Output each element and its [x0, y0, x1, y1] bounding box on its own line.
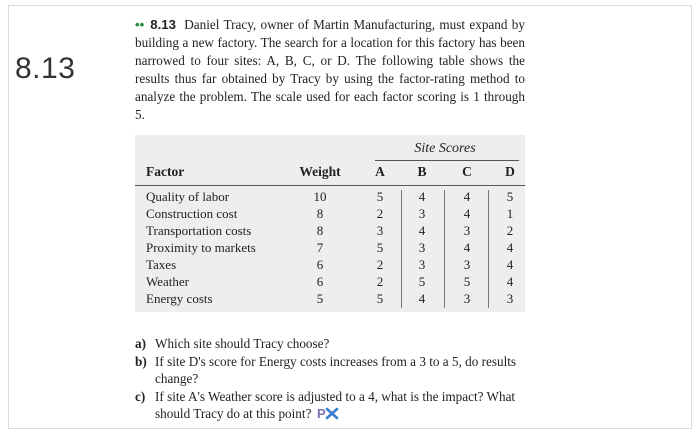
row-score-d: 1	[506, 206, 514, 221]
row-score-a: 2	[376, 274, 384, 289]
row-weight: 6	[316, 274, 324, 289]
row-score-c: 3	[463, 223, 471, 238]
question-text: Which site should Tracy choose?	[155, 336, 330, 351]
row-factor: Weather	[146, 274, 189, 289]
row-score-b: 3	[418, 257, 426, 272]
row-score-b: 3	[418, 240, 426, 255]
row-weight: 10	[313, 189, 327, 204]
table-row	[135, 188, 525, 205]
table-row	[135, 222, 525, 239]
problem-body: Daniel Tracy, owner of Martin Manufacturing, must expand by building a new factory. The search for a location for this factory has been narrowed to four sites: A, B, C, or D. The following table shows the results thus far obtained by Tracy by using the factor-rating method to analyze the problem. The scale used for each factor scoring is 1 through 5.	[135, 17, 525, 122]
problem-statement	[135, 16, 525, 124]
row-score-b: 3	[418, 206, 426, 221]
row-score-a: 5	[376, 291, 384, 306]
svg-text:P: P	[317, 405, 327, 420]
question-item	[135, 388, 530, 425]
question-letter: b)	[135, 353, 147, 369]
row-score-c: 4	[463, 206, 471, 221]
row-score-c: 4	[463, 189, 471, 204]
row-weight: 6	[316, 257, 324, 272]
row-score-a: 2	[376, 257, 384, 272]
row-score-d: 4	[506, 257, 514, 272]
row-score-d: 5	[506, 189, 514, 204]
site-scores-heading: Site Scores	[414, 141, 476, 156]
row-score-b: 5	[418, 274, 426, 289]
row-score-b: 4	[418, 291, 426, 306]
row-weight: 8	[316, 223, 324, 238]
row-score-a: 3	[376, 223, 384, 238]
problem-number: 8.13	[150, 17, 176, 32]
header-weight: Weight	[299, 164, 341, 179]
table-row	[135, 290, 525, 307]
question-letter: c)	[135, 388, 146, 404]
table-row	[135, 239, 525, 256]
row-score-c: 3	[463, 291, 471, 306]
row-score-d: 4	[506, 274, 514, 289]
row-factor: Energy costs	[146, 291, 213, 306]
question-text: If site A's Weather score is adjusted to a 4, what is the impact? What should Tracy do at this point?	[155, 388, 516, 421]
row-factor: Proximity to markets	[146, 240, 256, 255]
row-factor: Construction cost	[146, 206, 238, 221]
row-score-b: 4	[418, 189, 426, 204]
row-score-d: 4	[506, 240, 514, 255]
row-factor: Quality of labor	[146, 189, 230, 204]
row-score-c: 5	[463, 274, 471, 289]
table-row	[135, 256, 525, 273]
row-score-b: 4	[418, 223, 426, 238]
question-list	[135, 335, 530, 424]
header-site-a: A	[375, 164, 385, 179]
row-score-c: 4	[463, 240, 471, 255]
header-site-d: D	[505, 164, 515, 179]
table-row	[135, 205, 525, 222]
row-factor: Taxes	[146, 257, 177, 272]
question-letter: a)	[135, 336, 146, 351]
header-rule	[135, 185, 525, 186]
header-site-c: C	[462, 164, 472, 179]
header-factor: Factor	[146, 164, 185, 179]
row-score-a: 5	[376, 189, 384, 204]
table-body	[135, 188, 525, 307]
row-score-d: 3	[506, 291, 514, 306]
row-score-c: 3	[463, 257, 471, 272]
table-header-row	[135, 164, 525, 184]
table-row	[135, 273, 525, 290]
row-factor: Transportation costs	[146, 223, 252, 238]
row-weight: 8	[316, 206, 324, 221]
row-score-d: 2	[506, 223, 514, 238]
row-weight: 7	[316, 240, 324, 255]
row-score-a: 5	[376, 240, 384, 255]
question-item	[135, 335, 530, 353]
question-text: If site D's score for Energy costs increases from a 3 to a 5, do results change?	[155, 353, 517, 386]
factor-table	[135, 135, 525, 312]
problem-side-label: 8.13	[15, 52, 76, 85]
site-scores-rule	[375, 160, 519, 161]
difficulty-dots: ••	[135, 17, 145, 32]
row-weight: 5	[316, 291, 324, 306]
px-logo-icon[interactable]	[317, 406, 339, 425]
row-score-a: 2	[376, 206, 384, 221]
question-item	[135, 353, 530, 388]
header-site-b: B	[417, 164, 427, 179]
